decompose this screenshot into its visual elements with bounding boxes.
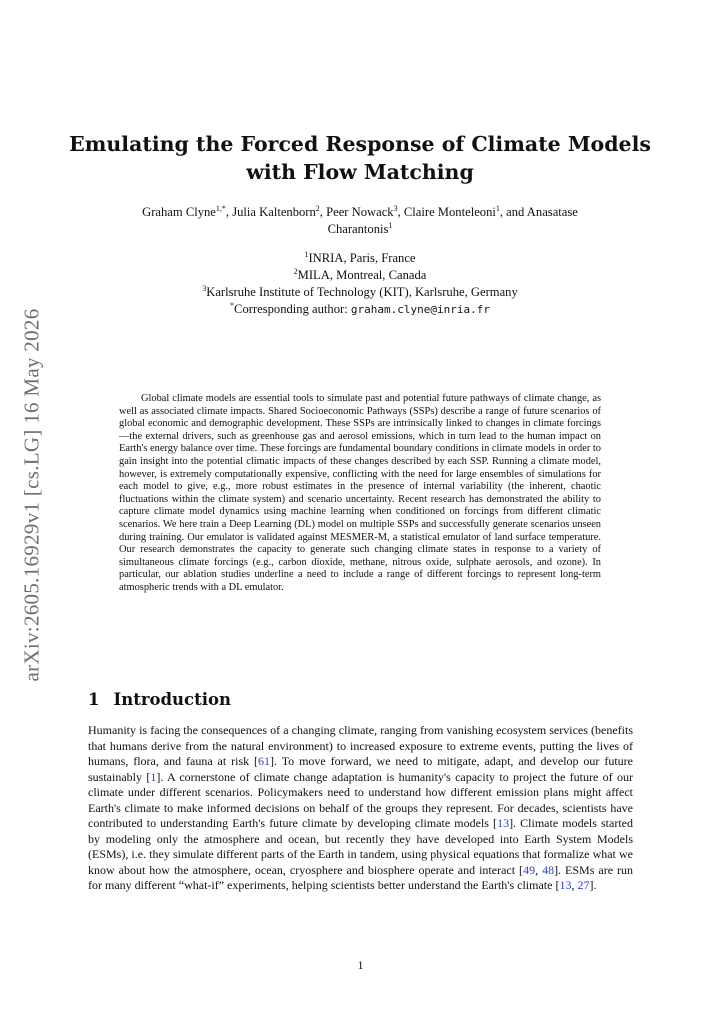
author-affil-mark: 1 — [388, 220, 393, 230]
text-run: ]. Climate models started by modeling only the atmosphere and ocean, but recently they have developed into Earth System Models (ESMs), i.e. they simulate different parts of the Earth in tandem, using physical equations that formalize what we know about how the atmosphere, ocean, cryosphere and biosphere operate and interact [ — [88, 816, 634, 877]
title-line-2: with Flow Matching — [246, 160, 474, 184]
affiliation-2 — [60, 267, 660, 284]
intro-paragraph — [88, 723, 633, 894]
text-run: ]. To move forward, we need to mitigate, adapt, and develop our future sustainably [ — [88, 754, 633, 784]
corresponding-author — [60, 301, 660, 318]
citation-link[interactable]: 61 — [258, 754, 271, 768]
affil-mark: 3 — [202, 283, 207, 293]
section-number: 1 — [88, 690, 100, 709]
author-line-1 — [60, 204, 660, 221]
abstract — [119, 393, 601, 595]
text-run: ]. — [589, 878, 597, 892]
author-affil-mark: 3 — [393, 203, 398, 213]
text-run: , — [535, 862, 543, 877]
title-line-1: Emulating the Forced Response of Climate Models — [69, 132, 651, 156]
paper-title — [60, 130, 660, 186]
corr-email[interactable]: graham.clyne@inria.fr — [350, 303, 490, 316]
corr-label: Corresponding author: — [234, 302, 351, 316]
abstract-text: Global climate models are essential tools to simulate past and potential future pathways of climate change, as well as associated climate impacts. Shared Socioeconomic Pathways (SSPs) describe a range of future scenarios of global economic and demographic development. These SSPs are intrinsically linked to changes in climate forcings—the external drivers, such as greenhouse gas and aerosol emissions, which in turn lead to the human impact on Earth's energy balance over time. These forcings are fundamental boundary conditions in climate models in order to gain insight into the potential climatic impacts of these changes described by each SSP. Running a climate model, however, is extremely computationally expensive, conflicting with the need for large ensembles of simulations for each model to give, e.g., more robust estimates in the presence of internal variability (the inherent, chaotic fluctuations within the climate system) and scenario uncertainty. Recent research has demonstrated the ability to capture climate model dynamics using machine learning when conditioned on forcings from different climatic scenarios. We here train a Deep Learning (DL) model on multiple SSPs and successfully generate scenarios unseen during training. Our emulator is validated against MESMER-M, a statistical emulator of land surface temperature. Our research demonstrates the capacity to generate such changing climate states in response to a variety of simultaneous climate forcings (e.g., carbon dioxide, methane, nitrous oxide, sulphate aerosols, and ozone). In particular, our ablation studies underline a need to include a range of different forcings to represent long-term atmospheric trends with a DL emulator. — [119, 393, 601, 593]
affil-mark: 2 — [293, 266, 298, 276]
section-title: Introduction — [113, 690, 231, 709]
author-name: Graham Clyne — [142, 205, 216, 219]
citation-link[interactable]: 13 — [497, 816, 510, 830]
author-affil-mark: 1,* — [215, 203, 226, 213]
author-name: , and Anasatase — [499, 205, 578, 219]
affiliation-1 — [60, 250, 660, 267]
citation-link[interactable]: 48 — [542, 862, 555, 877]
citation-link[interactable]: 1 — [150, 769, 157, 784]
author-name: , Peer Nowack — [319, 205, 394, 219]
affil-text: INRIA, Paris, France — [308, 251, 416, 265]
affiliations — [60, 250, 660, 318]
author-affil-mark: 2 — [315, 203, 320, 213]
citation-link[interactable]: 13 — [559, 878, 572, 892]
affil-text: MILA, Montreal, Canada — [297, 268, 427, 282]
affil-mark: 1 — [304, 249, 309, 259]
section-heading — [88, 689, 231, 711]
text-run: Humanity is facing the consequences of a changing climate, ranging from vanishing ecosystem services (benefits that humans derive from the natural environment) to increased exposure to extreme events, putting the lives of humans, flora, and fauna at risk [ — [88, 723, 633, 768]
corr-mark: * — [230, 300, 235, 310]
author-name: , Julia Kaltenborn — [225, 205, 316, 219]
page-number: 1 — [357, 958, 364, 972]
author-affil-mark: 1 — [495, 203, 500, 213]
arxiv-id: arXiv:2605.16929v1 [cs.LG] 16 May 2026 — [19, 308, 44, 682]
affil-text: Karlsruhe Institute of Technology (KIT), Karlsruhe, Germany — [206, 285, 518, 299]
text-run: ]. A cornerstone of climate change adaptation is humanity's capacity to project the future of our climate under different scenarios. Policymakers need to understand how different emission plans might affect Earth's climate to make informed decisions on behalf of the groups they represent. For decades, scientists have contributed to understanding Earth's future climate by developing climate models [ — [88, 769, 633, 830]
author-list — [60, 204, 660, 238]
author-line-2 — [60, 221, 660, 238]
intro-text — [88, 723, 633, 894]
citation-link[interactable]: 49 — [523, 862, 536, 877]
affiliation-3 — [60, 284, 660, 301]
author-name: , Claire Monteleoni — [397, 205, 496, 219]
citation-link[interactable]: 27 — [577, 878, 590, 892]
text-run: , — [571, 878, 578, 892]
text-run: ]. ESMs are run for many different “what-if” experiments, helping scientists better understand the Earth's climate [ — [88, 862, 634, 892]
arxiv-stamp — [12, 290, 52, 700]
author-name: Charantonis — [327, 222, 389, 236]
